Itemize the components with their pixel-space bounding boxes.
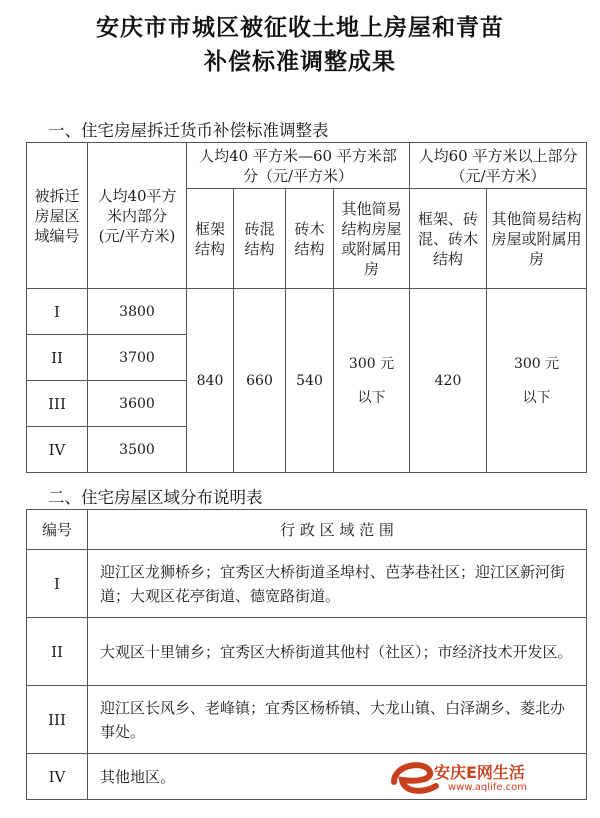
zone-description: 其他地区。	[88, 754, 587, 800]
header-high-range: 人均60 平方米以上部分（元/平方米）	[410, 143, 587, 189]
header-frame: 框架结构	[187, 189, 234, 289]
zone-description: 大观区十里铺乡；宜秀区大桥街道其他村（社区）；市经济技术开发区。	[88, 618, 587, 686]
compensation-standard-table	[26, 142, 587, 473]
per40-value: 3800	[88, 289, 187, 335]
simple-mid-value-line1: 300 元	[348, 355, 395, 372]
zone-description: 迎江区长风乡、老峰镇；宜秀区杨桥镇、大龙山镇、白泽湖乡、菱北办事处。	[88, 686, 587, 754]
zone-code: II	[27, 335, 88, 381]
per40-value: 3700	[88, 335, 187, 381]
header-brick-concrete: 砖混结构	[234, 189, 286, 289]
combined-high-value: 420	[410, 289, 487, 473]
site-watermark	[386, 752, 586, 800]
watermark-text: 安庆E网生活	[434, 763, 525, 782]
zone-code: I	[27, 289, 88, 335]
header-brick-wood: 砖木结构	[286, 189, 334, 289]
header-zone: 被拆迁房屋区域编号	[27, 143, 88, 289]
header-combined-high: 框架、砖混、砖木结构	[410, 189, 487, 289]
header-simple-high: 其他简易结构房屋或附属用房	[487, 189, 587, 289]
header-per40: 人均40平方米内部分(元/平方米)	[88, 143, 187, 289]
zone-code: II	[27, 618, 88, 686]
table-row	[27, 618, 587, 686]
simple-mid-value	[334, 289, 410, 473]
simple-high-value	[487, 289, 587, 473]
simple-high-value-line2: 以下	[522, 389, 551, 406]
frame-value: 840	[187, 289, 234, 473]
table-row	[27, 686, 587, 754]
table-row	[27, 550, 587, 618]
zone-description: 迎江区龙狮桥乡；宜秀区大桥街道圣埠村、芭茅巷社区；迎江区新河街道；大观区花亭街道、德宽路街道。	[88, 550, 587, 618]
header-mid-range: 人均40 平方米—60 平方米部分（元/平方米）	[187, 143, 410, 189]
table-row	[27, 289, 587, 335]
zone-code: III	[27, 686, 88, 754]
brick-concrete-value: 660	[234, 289, 286, 473]
section1-heading: 一、住宅房屋拆迁货币补偿标准调整表	[48, 121, 329, 140]
zone-code: IV	[27, 754, 88, 800]
zone-code: IV	[27, 427, 88, 473]
document-title-line1: 安庆市市城区被征收土地上房屋和青苗	[96, 15, 504, 41]
header-code: 编号	[27, 510, 88, 550]
zone-code: I	[27, 550, 88, 618]
header-simple-mid: 其他简易结构房屋或附属用房	[334, 189, 410, 289]
header-scope: 行 政 区 域 范 围	[88, 510, 587, 550]
simple-high-value-line1: 300 元	[513, 355, 560, 372]
per40-value: 3500	[88, 427, 187, 473]
per40-value: 3600	[88, 381, 187, 427]
zone-code: III	[27, 381, 88, 427]
section2-heading: 二、住宅房屋区域分布说明表	[48, 488, 263, 507]
document-title-line2: 补偿标准调整成果	[204, 49, 396, 75]
simple-mid-value-line2: 以下	[357, 389, 386, 406]
brick-wood-value: 540	[286, 289, 334, 473]
watermark-url: www.aqlife.com	[448, 782, 528, 793]
